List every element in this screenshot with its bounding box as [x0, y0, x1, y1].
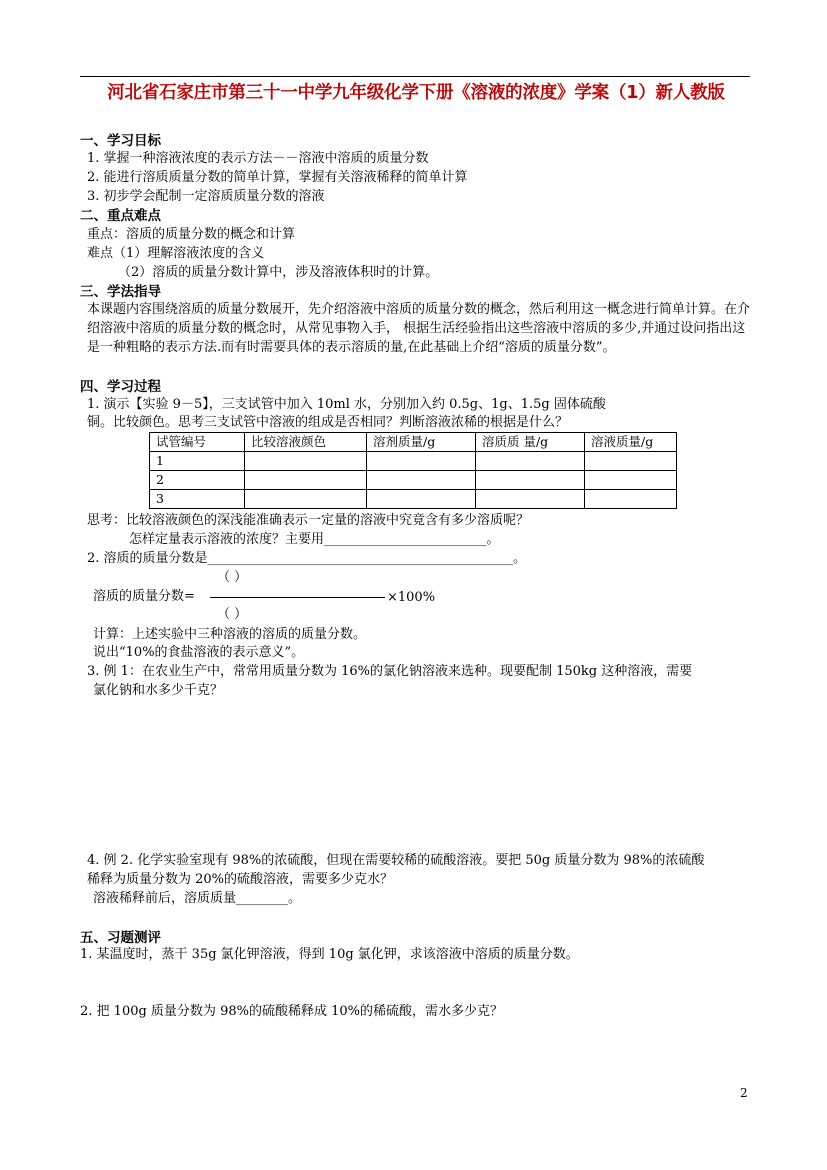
goal-item-3: 3. 初步学会配制一定溶质质量分数的溶液	[87, 189, 325, 204]
experiment-line-2: 铜。比较颜色。思考三支试管中溶液的组成是否相同？判断溶液浓稀的根据是什么？	[87, 415, 569, 430]
section-heading-process: 四、学习过程	[80, 379, 161, 395]
goal-item-1: 1. 掌握一种溶液浓度的表示方法－－溶液中溶质的质量分数	[87, 151, 429, 166]
table-cell	[245, 452, 367, 471]
table-cell-tube-number: 2	[150, 471, 245, 490]
think-question-1: 思考：比较溶液颜色的深浅能准确表示一定量的溶液中究竟含有多少溶质呢？	[87, 513, 530, 528]
table-row	[150, 452, 677, 471]
example-1-line-2: 氯化钠和水多少千克？	[93, 683, 224, 698]
table-cell	[585, 452, 677, 471]
table-cell	[245, 471, 367, 490]
difficulty-2: （2）溶质的质量分数计算中，涉及溶液体积时的计算。	[118, 265, 439, 280]
calc-instruction: 计算：上述实验中三种溶液的溶质的质量分数。	[93, 627, 367, 642]
difficulty-1: 难点（1）理解溶液浓度的含义	[87, 246, 265, 261]
fraction-bar	[210, 597, 385, 598]
table-cell-tube-number: 3	[150, 490, 245, 509]
table-cell	[476, 471, 585, 490]
exercise-question-2: 2. 把 100g 质量分数为 98%的硫酸稀释成 10%的稀硫酸，需水多少克？	[80, 1004, 503, 1019]
table-cell	[476, 452, 585, 471]
example-2-line-1: 4. 例 2. 化学实验室现有 98%的浓硫酸，但现在需要较稀的硫酸溶液。要把 50g 质量分数为 98%的浓硫酸	[87, 853, 705, 868]
section-heading-method: 三、学法指导	[80, 284, 161, 300]
dilution-statement: 溶液稀释前后，溶质质量________。	[93, 891, 302, 906]
meaning-instruction: 说出“10%的食盐溶液的表示意义”。	[93, 645, 305, 660]
fraction-label: 溶质的质量分数=	[93, 589, 195, 604]
key-point: 重点：溶质的质量分数的概念和计算	[87, 227, 296, 242]
experiment-line-1: 1. 演示【实验 9－5】，三支试管中加入 10ml 水，分别加入约 0.5g、1g、1.5g 固体硫酸	[87, 397, 606, 412]
table-header-cell: 试管编号	[150, 433, 245, 452]
fraction-numerator: （ ）	[217, 570, 248, 585]
section-heading-exercises: 五、习题测评	[80, 930, 161, 946]
table-cell	[585, 471, 677, 490]
mass-fraction-definition: 2. 溶质的质量分数是_______________________________________________。	[87, 551, 527, 566]
table-header-cell: 溶剂质量/g	[367, 433, 476, 452]
table-row	[150, 490, 677, 509]
experiment-table	[149, 432, 677, 509]
table-row	[150, 471, 677, 490]
document-title: 河北省石家庄市第三十一中学九年级化学下册《溶液的浓度》学案（1）新人教版	[107, 83, 725, 103]
method-paragraph: 本课题内容围绕溶质的质量分数展开，先介绍溶液中溶质的质量分数的概念，然后利用这一概念进行简单计算。在介绍溶液中溶质的质量分数的概念时，从常见事物入手， 根据生活经验指出这些溶液中溶质的多少,并通过设问指出这是一种粗略的表示方法.而有时需要具体的表示溶质的量,在此基础上介绍“溶质的质量分数”。	[87, 302, 751, 355]
table-header-cell: 比较溶液颜色	[245, 433, 367, 452]
table-cell	[476, 490, 585, 509]
example-1-line-1: 3. 例 1：在农业生产中，常常用质量分数为 16%的氯化钠溶液来选种。现要配制 150kg 这种溶液，需要	[87, 664, 693, 679]
table-cell	[367, 452, 476, 471]
think-question-2: 怎样定量表示溶液的浓度？主要用_________________________。	[129, 532, 500, 547]
table-cell	[367, 490, 476, 509]
exercise-question-1: 1. 某温度时，蒸干 35g 氯化钾溶液，得到 10g 氯化钾，求该溶液中溶质的质量分数。	[80, 947, 579, 962]
table-cell	[245, 490, 367, 509]
table-cell-tube-number: 1	[150, 452, 245, 471]
table-cell	[585, 490, 677, 509]
table-header-cell: 溶液质量/g	[585, 433, 677, 452]
section-heading-key-points: 二、重点难点	[80, 208, 161, 224]
fraction-times-100: ×100%	[387, 590, 436, 605]
section-heading-goals: 一、学习目标	[80, 133, 161, 149]
table-header-row	[150, 433, 677, 452]
example-2-line-2: 稀释为质量分数为 20%的硫酸溶液，需要多少克水？	[87, 872, 394, 887]
top-rule	[80, 76, 750, 77]
page-number: 2	[740, 1086, 748, 1100]
table-cell	[367, 471, 476, 490]
goal-item-2: 2. 能进行溶质质量分数的简单计算，掌握有关溶液稀释的简单计算	[87, 170, 468, 185]
fraction-denominator: （ ）	[217, 607, 248, 622]
table-header-cell: 溶质质 量/g	[476, 433, 585, 452]
